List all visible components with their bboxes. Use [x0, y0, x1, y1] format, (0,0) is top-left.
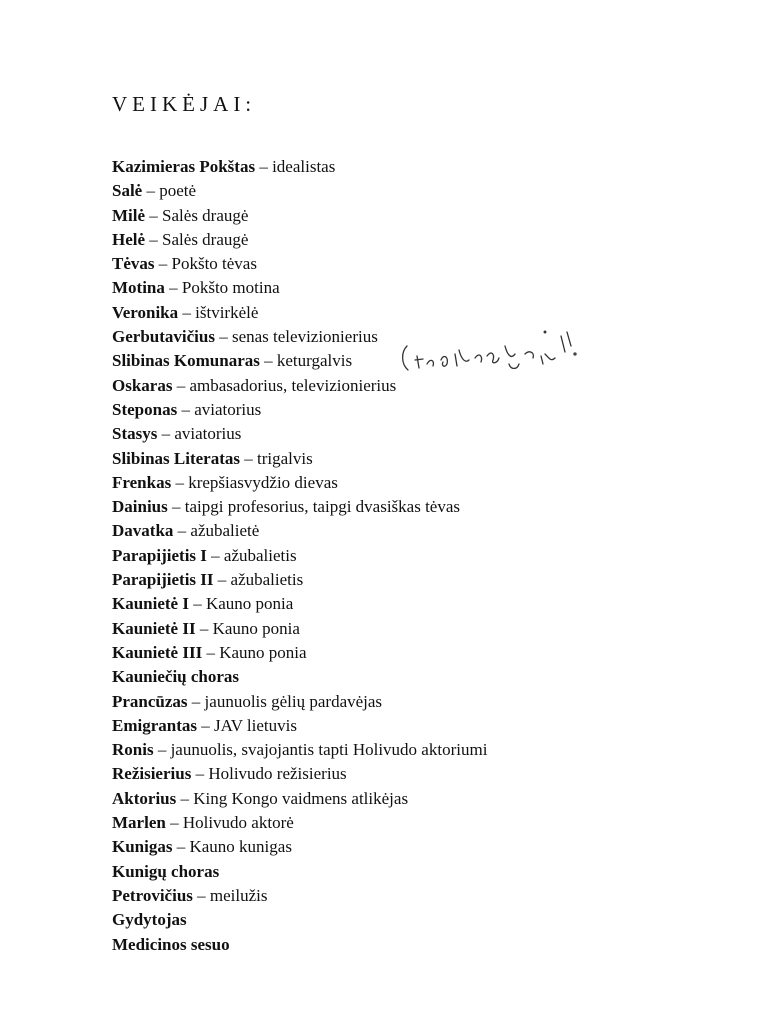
- character-name: Parapijietis II: [112, 570, 214, 590]
- dash-separator: –: [240, 448, 257, 468]
- cast-list-item: [112, 860, 487, 884]
- cast-list-item: [112, 447, 487, 471]
- cast-list-item: [112, 276, 487, 300]
- dash-separator: –: [255, 157, 273, 176]
- cast-list-item: [112, 908, 487, 932]
- character-description: Holivudo aktorė: [182, 813, 294, 833]
- character-name: Motina: [112, 278, 165, 298]
- dash-separator: –: [192, 885, 210, 905]
- character-name: Medicinos sesuo: [112, 934, 230, 954]
- character-description: ažubalietis: [223, 545, 297, 565]
- cast-list-item: [112, 422, 487, 446]
- character-description: Holivudo režisierius: [208, 764, 347, 784]
- character-description: keturgalvis: [276, 351, 353, 371]
- character-name: Parapijietis I: [112, 545, 207, 565]
- dash-separator: –: [202, 642, 220, 662]
- dash-separator: –: [157, 424, 175, 444]
- cast-list-item: [112, 374, 487, 398]
- dash-separator: –: [213, 570, 231, 590]
- character-description: jaunuolis gėlių pardavėjas: [204, 691, 383, 711]
- character-description: Pokšto motina: [181, 278, 280, 298]
- character-name: Prancūzas: [112, 691, 188, 711]
- character-name: Gydytojas: [112, 910, 187, 930]
- character-description: meilužis: [209, 885, 268, 905]
- character-name: Slibinas Komunaras: [112, 351, 260, 371]
- dash-separator: –: [153, 740, 171, 760]
- dash-separator: –: [178, 302, 196, 322]
- cast-list-item: [112, 787, 487, 811]
- cast-list-item: [112, 933, 487, 957]
- character-description: Kauno ponia: [219, 642, 307, 662]
- dash-separator: –: [154, 254, 172, 274]
- character-name: Steponas: [112, 399, 178, 419]
- character-description: Kauno ponia: [212, 618, 300, 638]
- character-description: ištvirkėlė: [195, 302, 259, 322]
- cast-list-item: [112, 690, 487, 714]
- character-description: ažubalietė: [190, 521, 260, 541]
- cast-list-item: [112, 519, 487, 543]
- cast-list-item: [112, 471, 487, 495]
- dash-separator: –: [176, 788, 194, 808]
- dash-separator: –: [172, 837, 190, 857]
- cast-list-item: [112, 884, 487, 908]
- cast-list-item: [112, 665, 487, 689]
- character-name: Kaunietė III: [112, 642, 203, 662]
- character-name: Veronika: [112, 302, 179, 322]
- character-name: Oskaras: [112, 375, 173, 395]
- dash-separator: –: [145, 229, 163, 249]
- character-description: JAV lietuvis: [214, 715, 297, 735]
- cast-list-item: [112, 228, 487, 252]
- character-name: Marlen: [112, 813, 166, 833]
- cast-list-item: [112, 811, 487, 835]
- character-description: jaunuolis, svajojantis tapti Holivudo aktoriumi: [170, 740, 488, 760]
- cast-list-item: [112, 835, 487, 859]
- cast-list-item: [112, 301, 487, 325]
- character-name: Petrovičius: [112, 885, 193, 905]
- character-description: Pokšto tėvas: [171, 254, 257, 274]
- cast-list: [112, 155, 487, 957]
- character-name: Kunigų choras: [112, 861, 220, 881]
- character-description: krepšiasvydžio dievas: [188, 472, 338, 492]
- character-description: taipgi profesorius, taipgi dvasiškas tėvas: [184, 497, 461, 517]
- dash-separator: –: [259, 351, 277, 371]
- character-name: Slibinas Literatas: [112, 448, 240, 468]
- page-title: VEIKĖJAI:: [112, 92, 257, 116]
- character-name: Dainius: [112, 497, 168, 517]
- handwritten-annotation: [395, 324, 585, 374]
- cast-list-item: [112, 204, 487, 228]
- character-description: aviatorius: [194, 399, 262, 419]
- character-description: Salės draugė: [162, 229, 249, 249]
- cast-list-item: [112, 544, 487, 568]
- character-name: Aktorius: [112, 788, 177, 808]
- character-name: Režisierius: [112, 764, 192, 784]
- character-name: Emigrantas: [112, 715, 197, 735]
- cast-list-item: [112, 714, 487, 738]
- character-name: Ronis: [112, 740, 154, 760]
- cast-list-item: [112, 738, 487, 762]
- character-description: poetė: [159, 181, 197, 201]
- dash-separator: –: [164, 278, 182, 298]
- character-name: Stasys: [112, 424, 158, 444]
- cast-list-item: [112, 155, 487, 179]
- cast-list-item: [112, 495, 487, 519]
- cast-list-item: [112, 762, 487, 786]
- dash-separator: –: [187, 691, 205, 711]
- dash-separator: –: [171, 472, 189, 492]
- character-name: Salė: [112, 181, 143, 201]
- character-description: ambasadorius, televizionierius: [189, 375, 397, 395]
- character-description: King Kongo vaidmens atlikėjas: [193, 788, 409, 808]
- character-description: aviatorius: [174, 424, 242, 444]
- dash-separator: –: [214, 327, 232, 347]
- dash-separator: –: [142, 181, 160, 201]
- cast-list-item: [112, 617, 487, 641]
- dash-separator: –: [206, 545, 224, 565]
- dash-separator: –: [167, 497, 185, 517]
- cast-list-item: [112, 568, 487, 592]
- cast-list-item: [112, 252, 487, 276]
- cast-list-item: [112, 641, 487, 665]
- dash-separator: –: [145, 205, 163, 225]
- dash-separator: –: [172, 375, 190, 395]
- dash-separator: –: [173, 521, 191, 541]
- character-description: trigalvis: [257, 448, 313, 468]
- dash-separator: –: [191, 764, 209, 784]
- cast-list-item: [112, 398, 487, 422]
- character-name: Milė: [112, 205, 146, 225]
- cast-list-item: [112, 179, 487, 203]
- dash-separator: –: [177, 399, 195, 419]
- character-name: Tėvas: [112, 254, 155, 274]
- cast-list-item: [112, 592, 487, 616]
- character-name: Gerbutavičius: [112, 327, 215, 347]
- character-name: Kaunietė II: [112, 618, 196, 638]
- character-description: Kauno kunigas: [189, 837, 292, 857]
- character-description: senas televizionierius: [231, 327, 378, 347]
- dash-separator: –: [195, 618, 213, 638]
- character-name: Kauniečių choras: [112, 667, 240, 687]
- character-description: idealistas: [272, 157, 336, 176]
- dash-separator: –: [188, 594, 206, 614]
- character-name: Frenkas: [112, 472, 172, 492]
- dash-separator: –: [165, 813, 183, 833]
- character-name: Helė: [112, 229, 146, 249]
- character-name: Kazimieras Pokštas: [112, 157, 256, 176]
- character-description: Kauno ponia: [205, 594, 294, 614]
- character-name: Davatka: [112, 521, 174, 541]
- character-description: Salės draugė: [162, 205, 249, 225]
- character-name: Kaunietė I: [112, 594, 189, 614]
- dash-separator: –: [197, 715, 214, 735]
- character-name: Kunigas: [112, 837, 173, 857]
- character-description: ažubalietis: [230, 570, 304, 590]
